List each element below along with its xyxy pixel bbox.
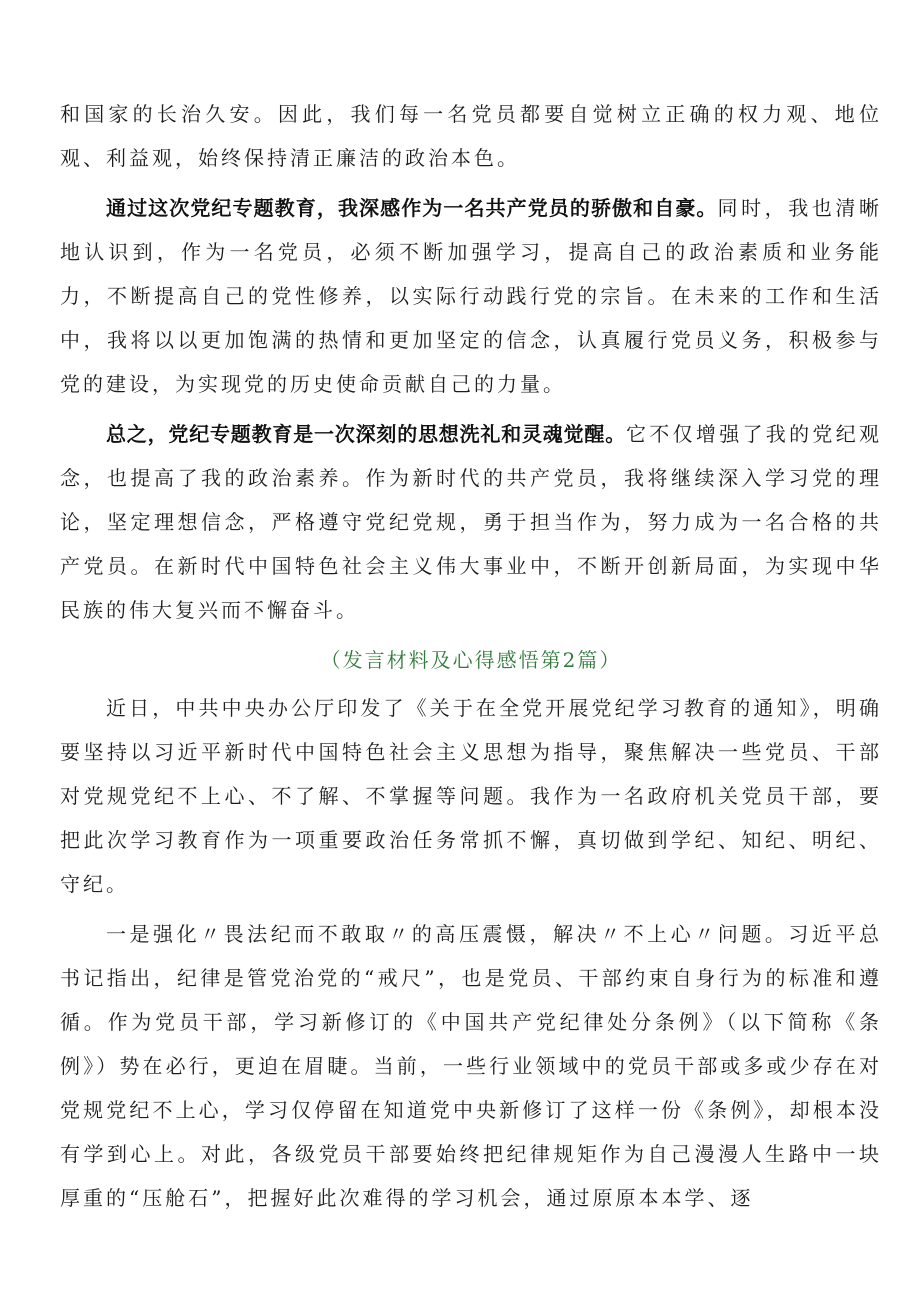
paragraph-4 bbox=[60, 686, 882, 906]
paragraph-4-text: 近日，中共中央办公厅印发了《关于在全党开展党纪学习教育的通知》，明确要坚持以习近平新时代中国特色社会主义思想为指导，聚焦解决一些党员、干部对党规党纪不上心、不了解、不掌握等问题。我作为一名政府机关党员干部，要把此次学习教育作为一项重要政治任务常抓不懈，真切做到学纪、知纪、明纪、守纪。 bbox=[60, 696, 882, 896]
paragraph-5 bbox=[60, 912, 882, 1220]
paragraph-2 bbox=[60, 186, 882, 406]
paragraph-3-lead: 总之，党纪专题教育是一次深刻的思想洗礼和灵魂觉醒。 bbox=[106, 422, 626, 446]
paragraph-3 bbox=[60, 412, 882, 632]
paragraph-2-text: 同时，我也清晰地认识到，作为一名党员，必须不断加强学习，提高自己的政治素质和业务能力，不断提高自己的党性修养，以实际行动践行党的宗旨。在未来的工作和生活中，我将以以更加饱满的热情和更加坚定的信念，认真履行党员义务，积极参与党的建设，为实现党的历史使命贡献自己的力量。 bbox=[60, 196, 883, 396]
paragraph-3-text: 它不仅增强了我的党纪观念，也提高了我的政治素养。作为新时代的共产党员，我将继续深入学习党的理论，坚定理想信念，严格遵守党纪党规，勇于担当作为，努力成为一名合格的共产党员。在新时代中国特色社会主义伟大事业中，不断开创新局面，为实现中华民族的伟大复兴而不懈奋斗。 bbox=[60, 422, 883, 622]
section-heading: （发言材料及心得感悟第2篇） bbox=[320, 648, 622, 672]
paragraph-1 bbox=[60, 92, 882, 180]
paragraph-2-lead: 通过这次党纪专题教育，我深感作为一名共产党员的骄傲和自豪。 bbox=[106, 196, 718, 220]
paragraph-1-text: 和国家的长治久安。因此，我们每一名党员都要自觉树立正确的权力观、地位观、利益观，始终保持清正廉洁的政治本色。 bbox=[60, 102, 882, 170]
paragraph-5-text: 一是强化〃畏法纪而不敢取〃的高压震慑，解决〃不上心〃问题。习近平总书记指出，纪律是管党治党的“戒尺”，也是党员、干部约束自身行为的标准和遵循。作为党员干部，学习新修订的《中国共产党纪律处分条例》（以下简称《条例》）势在必行，更迫在眉睫。当前，一些行业领域中的党员干部或多或少存在对党规党纪不上心，学习仅停留在知道党中央新修订了这样一份《条例》，却根本没有学到心上。对此，各级党员干部要始终把纪律规矩作为自己漫漫人生路中一块厚重的“压舱石”，把握好此次难得的学习机会，通过原原本本学、逐 bbox=[60, 922, 882, 1210]
